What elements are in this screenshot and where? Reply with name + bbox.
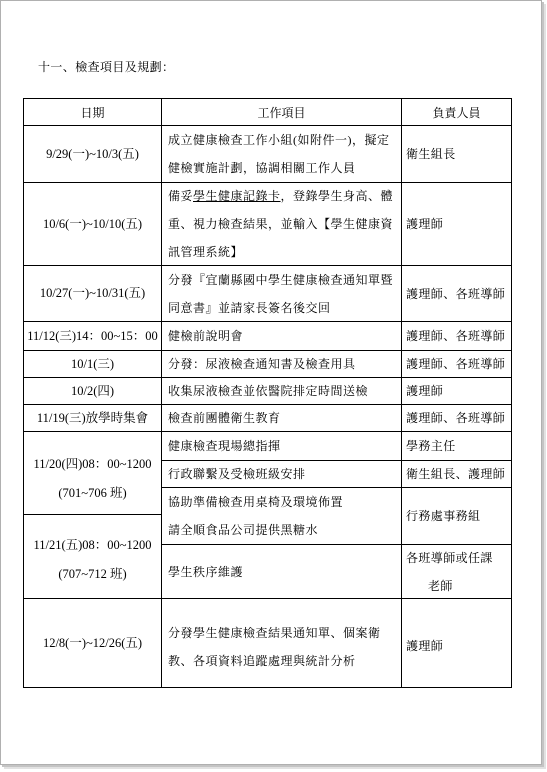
work-line: 健檢實施計劃，協調相關工作人員 [168,161,356,175]
work-cell [162,183,401,265]
exam-date-cell-1 [24,432,161,514]
date-text: 11/20(四)08：00~1200 [33,457,152,471]
date-text: 10/6(一)~10/10(五) [42,216,143,231]
date-text: 10/1(三) [70,356,115,371]
work-line: 收集尿液檢查並依醫院排定時間送檢 [168,384,369,398]
owner-cell [402,488,511,544]
class-range-text: (707~712 班) [58,566,127,581]
owner-text: 護理師 [406,217,444,231]
date-text: 10/2(四) [70,383,115,398]
owner-cell [402,405,511,431]
work-cell [162,488,401,544]
owner-text: 衛生組長 [406,147,456,161]
work-line: 健康檢查現場總指揮 [168,439,281,453]
work-line: 分發學生健康檢查結果通知單、個案衛 [168,626,381,640]
date-cell [24,126,161,182]
work-cell [162,599,401,687]
owner-cell [402,432,511,460]
owner-cell [402,599,511,687]
header-date [24,99,161,125]
work-cell [162,432,401,460]
work-line: 成立健康檢查工作小組(如附件一)，擬定 [168,133,390,147]
date-text: 11/19(三)放學時集會 [36,410,149,425]
date-text: 10/27(一)~10/31(五) [39,286,146,300]
date-cell [24,183,161,265]
owner-cell [402,183,511,265]
work-cell [162,461,401,487]
header-owner-label: 負責人員 [432,105,481,120]
owner-cell [402,461,511,487]
owner-cell [402,545,511,598]
work-line: 請全順食品公司提供黑糖水 [168,523,319,537]
date-cell [24,405,161,431]
date-cell [24,599,161,687]
date-text: 12/8(一)~12/26(五) [42,635,143,650]
owner-text: 老師 [428,578,453,593]
owner-text: 衛生組長、護理師 [406,467,506,481]
owner-text: 行務處事務組 [406,509,481,523]
work-cell [162,405,401,431]
work-cell [162,126,401,182]
date-cell [24,351,161,377]
work-line: 檢查前團體衛生教育 [168,411,281,425]
header-work [162,99,401,125]
owner-text: 護理師、各班導師 [406,411,506,425]
header-date-label: 日期 [80,105,105,120]
date-text: 11/12(三)14：00~15：00 [27,328,158,343]
work-line: 重、視力檢查結果，並輸入【學生健康資 [168,217,394,231]
work-cell [162,378,401,404]
owner-cell [402,126,511,182]
work-cell [162,322,401,350]
owner-text: 護理師 [406,639,444,653]
class-range-text: (701~706 班) [58,486,127,500]
work-line [168,182,401,210]
work-line: 學生秩序維護 [168,564,244,579]
owner-cell [402,351,511,377]
work-text-segment: 備妥 [168,189,194,203]
work-line: 分發：尿液檢查通知書及檢查用具 [168,357,356,371]
owner-text: 各班導師或任課 [406,550,493,565]
work-line: 同意書』並請家長簽名後交回 [168,300,331,315]
date-text: 9/29(一)~10/3(五) [46,146,139,161]
section-heading: 十一、檢查項目及規劃： [38,60,175,74]
work-cell [162,545,401,598]
work-line: 分發『宜蘭縣國中學生健康檢查通知單暨 [168,272,394,287]
date-cell [24,322,161,350]
work-line: 教、各項資料追蹤處理與統計分析 [168,654,356,668]
owner-cell [402,322,511,350]
owner-text: 護理師、各班導師 [406,329,506,343]
owner-text: 學務主任 [406,439,456,453]
work-cell [162,351,401,377]
owner-text: 護理師、各班導師 [406,286,506,301]
owner-cell [402,378,511,404]
owner-text: 護理師、各班導師 [406,357,506,371]
date-text: 11/21(五)08：00~1200 [33,537,152,552]
header-owner [402,99,511,125]
work-line: 行政聯繫及受檢班級安排 [168,467,306,481]
work-cell [162,266,401,321]
work-text-underlined: 學生健康記錄卡 [193,189,281,203]
date-cell [24,378,161,404]
owner-cell [402,266,511,321]
work-line: 訊管理系統】 [168,245,244,259]
work-line: 協助準備檢查用桌椅及環境佈置 [168,495,344,509]
date-cell [24,266,161,321]
work-text-segment: ，登錄學生身高、體 [280,189,394,203]
header-work-label: 工作項目 [257,105,306,120]
work-line: 健檢前說明會 [168,329,244,343]
exam-date-cell-2 [24,515,161,598]
owner-text: 護理師 [406,384,444,398]
inspection-plan-table [23,98,512,688]
